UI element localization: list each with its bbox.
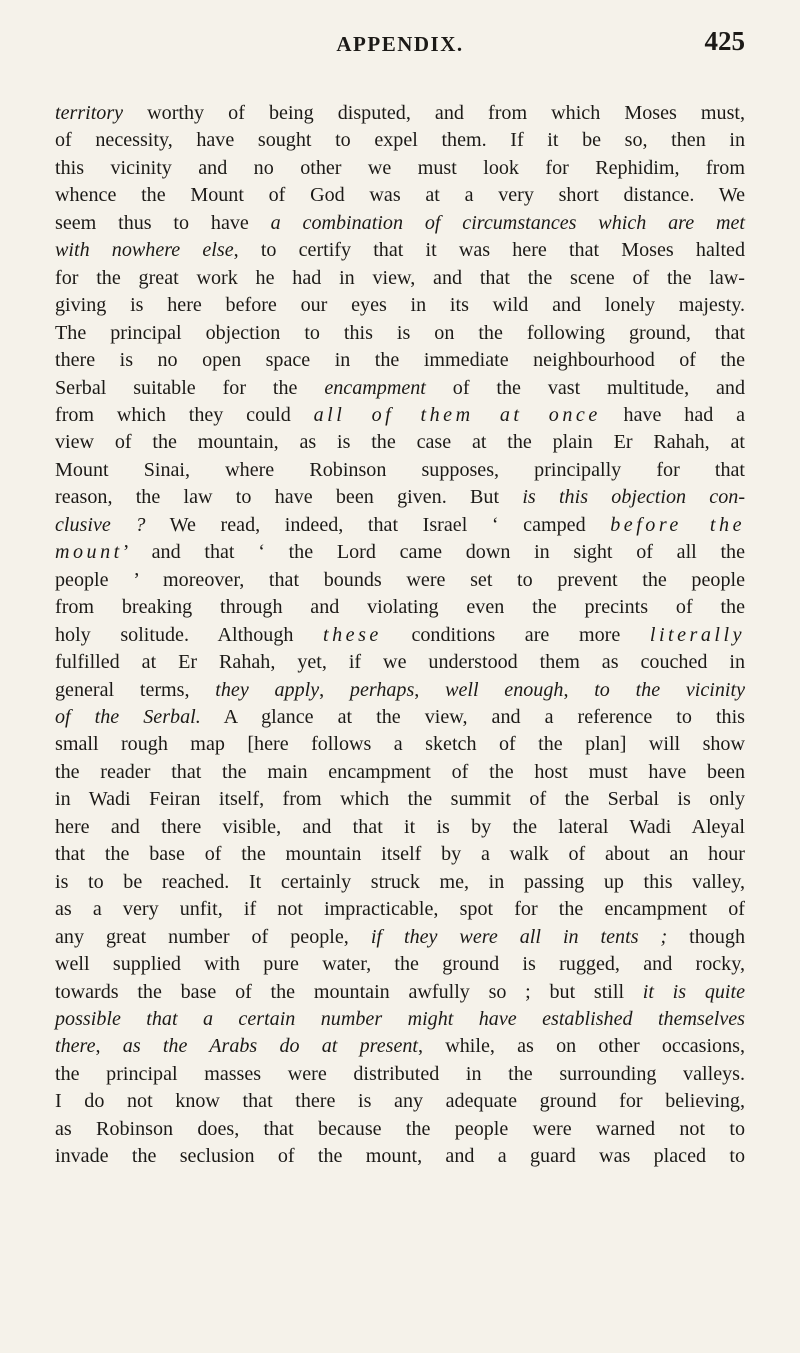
text-line — [55, 951, 745, 978]
text-line — [55, 182, 745, 209]
text-run: of necessity, have sought to expel them. If it be so, then in — [55, 129, 745, 152]
text-run: the reader that the main encampment of the host must have been — [55, 760, 745, 783]
text-run: reason, the law to have been given. But — [55, 486, 523, 509]
text-line — [55, 1006, 745, 1033]
text-line — [55, 457, 745, 484]
text-line — [55, 731, 745, 758]
text-run: encampment — [324, 376, 426, 399]
text-line — [55, 594, 745, 621]
text-run: if they were all in tents ; — [370, 925, 668, 948]
text-run: I do not know that there is any adequate ground for believing, — [55, 1090, 745, 1113]
text-run: invade the seclusion of the mount, and a guard was placed to — [55, 1145, 745, 1168]
text-run: , — [319, 678, 350, 701]
text-line — [55, 512, 745, 539]
text-run: We read, indeed, that Israel ‘ camped — [145, 513, 611, 536]
text-run: conditions are more — [381, 623, 650, 646]
text-line — [55, 320, 745, 347]
text-run: Mount Sinai, where Robinson supposes, principally for that — [55, 458, 745, 481]
text-line — [55, 1033, 745, 1060]
text-line — [55, 814, 745, 841]
text-run: to the vicinity — [594, 678, 746, 701]
text-line — [55, 704, 745, 731]
text-line — [55, 841, 745, 868]
text-line — [55, 567, 745, 594]
text-run: in Wadi Feiran itself, from which the summit of the Serbal is only — [55, 788, 745, 811]
text-line — [55, 429, 745, 456]
text-line — [55, 237, 745, 264]
text-run: all of them at once — [313, 403, 601, 426]
text-run: The principal objection to this is on the following ground, that — [55, 321, 745, 344]
text-run: , — [563, 678, 595, 701]
text-run: from which they could — [55, 403, 314, 426]
text-run: that the base of the mountain itself by a walk of about an hour — [55, 843, 745, 866]
text-run: A glance at the view, and a reference to this — [200, 705, 745, 728]
text-run: literally — [649, 623, 745, 646]
text-line — [55, 210, 745, 237]
text-run: territory — [55, 102, 124, 124]
text-line — [55, 896, 745, 923]
text-run: a combination of circumstances which are met — [270, 211, 746, 234]
text-line — [55, 1116, 745, 1143]
text-run: as Robinson does, that because the people were warned not to — [55, 1117, 745, 1140]
text-line — [55, 1061, 745, 1088]
text-run: small rough map [here follows a sketch of the plan] will show — [55, 733, 745, 756]
text-run: perhaps — [349, 678, 415, 701]
text-line — [55, 265, 745, 292]
text-run: these — [323, 623, 382, 646]
text-run: giving is here before our eyes in its wild and lonely majesty. — [55, 294, 745, 317]
text-line — [55, 1088, 745, 1115]
text-run: whence the Mount of God was at a very short distance. We — [55, 184, 745, 207]
text-run: here and there visible, and that it is by the lateral Wadi Aleyal — [55, 815, 745, 838]
text-run: though — [667, 925, 745, 948]
text-run: with nowhere else — [55, 239, 234, 262]
text-run: , — [414, 678, 446, 701]
text-run: of the vast multitude, and — [425, 376, 745, 399]
text-line — [55, 622, 745, 649]
page-number: 425 — [704, 26, 745, 56]
text-run: worthy of being disputed, and from which Moses must, — [123, 102, 745, 124]
text-line — [55, 677, 745, 704]
text-run: Serbal suitable for the — [55, 376, 325, 399]
text-run: any great number of people, — [55, 925, 371, 948]
text-run: fulfilled at Er Rahah, yet, if we understood them as couched in — [55, 651, 745, 674]
text-line — [55, 786, 745, 813]
text-line — [55, 979, 745, 1006]
running-head: APPENDIX. — [336, 32, 464, 56]
text-run: ’ and that ‘ the Lord came down in sight of all the — [122, 541, 745, 564]
text-run: holy solitude. Although — [55, 623, 324, 646]
text-run: there is no open space in the immediate neighbourhood of the — [55, 349, 745, 372]
text-line — [55, 759, 745, 786]
text-line — [55, 375, 745, 402]
text-run: have had a — [600, 403, 746, 426]
body-text — [55, 100, 745, 1171]
text-line — [55, 1143, 745, 1170]
text-run: towards the base of the mountain awfully so ; but still — [55, 980, 643, 1003]
text-run: the principal masses were distributed in the surrounding valleys. — [55, 1062, 745, 1085]
text-run: , to certify that it was here that Moses halted — [233, 239, 745, 262]
text-run: people ’ moreover, that bounds were set to prevent the people — [55, 568, 745, 591]
text-run: , while, as on other occasions, — [418, 1035, 745, 1058]
text-run: of the Serbal. — [55, 705, 201, 728]
text-run: they apply — [215, 678, 320, 701]
text-run: this vicinity and no other we must look for Rephidim, from — [55, 156, 745, 179]
text-run: general terms, — [55, 678, 216, 701]
text-run: from breaking through and violating even the precints of the — [55, 596, 745, 619]
text-run: is to be reached. It certainly struck me, in passing up this valley, — [55, 870, 745, 893]
text-line — [55, 539, 745, 566]
text-run: before the — [610, 513, 745, 536]
text-line — [55, 402, 745, 429]
text-line — [55, 347, 745, 374]
text-run: view of the mountain, as is the case at the plain Er Rahah, at — [55, 431, 745, 454]
text-run: as a very unfit, if not impracticable, spot for the encampment of — [55, 898, 745, 921]
text-run: well enough — [445, 678, 564, 701]
text-line — [55, 292, 745, 319]
text-run: mount — [55, 541, 123, 564]
text-run: possible that a certain number might have established themselves — [55, 1007, 745, 1030]
text-run: as the Arabs do at present — [122, 1035, 419, 1058]
text-run: clusive ? — [55, 513, 146, 536]
text-line — [55, 484, 745, 511]
text-run: it is quite — [642, 980, 745, 1003]
text-line — [55, 869, 745, 896]
text-line — [55, 924, 745, 951]
text-line — [55, 127, 745, 154]
text-line — [55, 100, 745, 127]
page-header — [0, 26, 800, 66]
text-line — [55, 649, 745, 676]
text-run: seem thus to have — [55, 211, 271, 234]
text-run: there — [55, 1035, 96, 1058]
text-run: for the great work he had in view, and that the scene of the law- — [55, 266, 745, 289]
text-run: is this objection con- — [522, 486, 746, 509]
text-run: , — [95, 1035, 123, 1058]
text-line — [55, 155, 745, 182]
text-run: well supplied with pure water, the ground is rugged, and rocky, — [55, 953, 745, 976]
